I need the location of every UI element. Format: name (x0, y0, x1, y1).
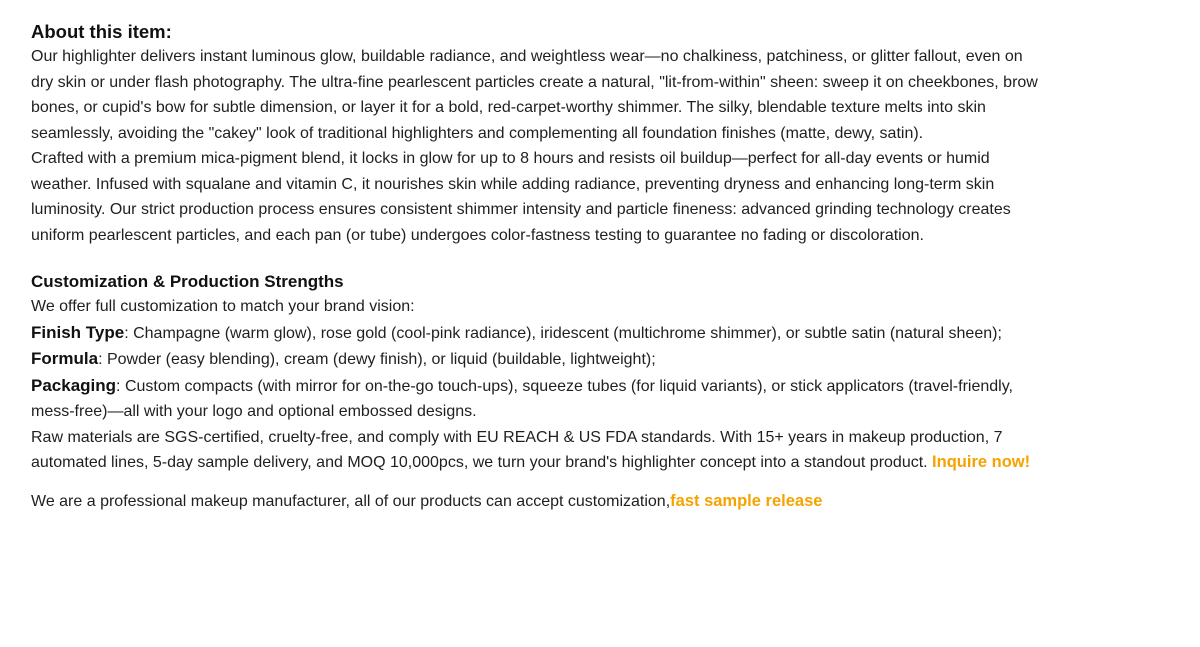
about-paragraph-1: Our highlighter delivers instant luminous glow, buildable radiance, and weightless wear—no chalkiness, patchiness, or glitter fallout, even on dry skin or under flash photography. The ultra-fine pearlescent particles create a natural, "lit-from-within" sheen: sweep it on cheekbones, brow bones, or cupid's bow for subtle dimension, or layer it for a bold, red-carpet-worthy shimmer. The silky, blendable texture melts into skin seamlessly, avoiding the "cakey" look of traditional highlighters and complementing all foundation finishes (matte, dewy, satin). (31, 48, 1038, 142)
formula-item (31, 346, 1041, 373)
finish-type-text: : Champagne (warm glow), rose gold (cool-pink radiance), iridescent (multichrome shimmer), or subtle satin (natural sheen); (124, 324, 1002, 342)
about-paragraph-2: Crafted with a premium mica-pigment blend, it locks in glow for up to 8 hours and resists oil buildup—perfect for all-day events or humid weather. Infused with squalane and vitamin C, it nourishes skin while adding radiance, preventing dryness and enhancing long-term skin luminosity. Our strict production process ensures consistent shimmer intensity and particle fineness: advanced grinding technology creates uniform pearlescent particles, and each pan (or tube) undergoes color-fastness testing to guarantee no fading or discoloration. (31, 150, 1011, 244)
raw-materials-paragraph (31, 425, 1041, 476)
customization-heading: Customization & Production Strengths (31, 272, 344, 291)
packaging-label: Packaging (31, 375, 117, 395)
fast-sample-release-highlight: fast sample release (670, 491, 823, 510)
formula-label: Formula (31, 349, 99, 368)
formula-text: : Powder (easy blending), cream (dewy finish), or liquid (buildable, lightweight); (98, 351, 656, 368)
footer-text: We are a professional makeup manufacturer, all of our products can accept customization, (31, 492, 671, 510)
about-heading: About this item: (31, 21, 172, 42)
packaging-item (31, 373, 1041, 425)
customization-intro: We offer full customization to match your brand vision: (31, 298, 415, 315)
finish-type-label: Finish Type (31, 322, 125, 342)
footer-line (31, 489, 1041, 515)
finish-type-item (31, 320, 1041, 347)
raw-materials-text: Raw materials are SGS-certified, cruelty-free, and comply with EU REACH & US FDA standards. With 15+ years in makeup production, 7 automated lines, 5-day sample delivery, and MOQ 10,000pcs, we turn your brand's highlighter concept into a standout product. (31, 428, 1003, 471)
inquire-now-link[interactable]: Inquire now! (932, 453, 1031, 471)
packaging-text: : Custom compacts (with mirror for on-the-go touch-ups), squeeze tubes (for liquid variants), or stick applicators (travel-friendly, mess-free)—all with your logo and optional embossed designs. (31, 377, 1013, 420)
product-description (31, 20, 1041, 514)
